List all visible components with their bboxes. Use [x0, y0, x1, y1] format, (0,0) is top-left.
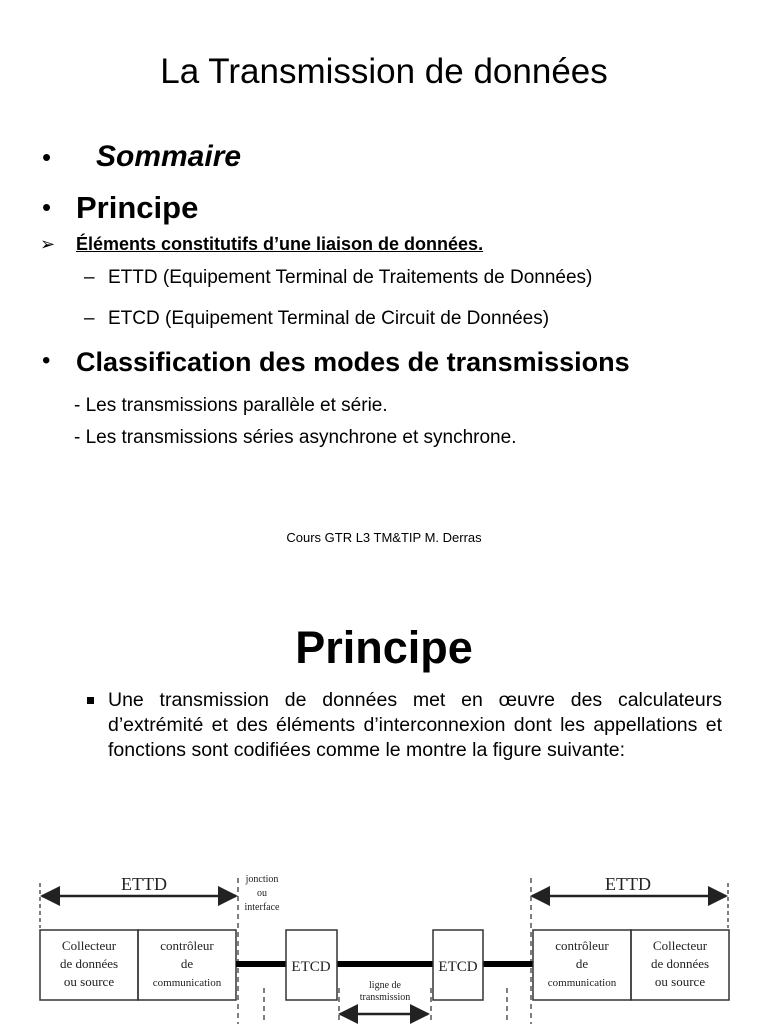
etcd-item [84, 308, 550, 330]
ettd-right-label: ETTD [605, 874, 651, 894]
bullet-dot: • [42, 347, 51, 374]
slide-title: La Transmission de données [160, 52, 608, 91]
classification-label: Classification des modes de transmissions [76, 347, 630, 377]
ettd-left-label: ETTD [121, 874, 167, 894]
etcd-right-label: ETCD [438, 959, 478, 975]
ligne-label: ligne de [369, 980, 401, 991]
ligne-label: transmission [359, 992, 411, 1003]
collecteur-left-line: ou source [63, 974, 115, 989]
square-bullet-icon [87, 697, 94, 704]
collecteur-left-line: Collecteur [61, 938, 117, 953]
transmission-line [337, 961, 433, 967]
etcd-item-text: ETCD (Equipement Terminal de Circuit de Données) [108, 308, 550, 329]
ettd-item-text: ETTD (Equipement Terminal de Traitements de Données) [108, 267, 593, 288]
arrow-bullet-icon: ➢ [40, 234, 56, 254]
liaison-diagram [0, 868, 768, 1024]
controleur-left-line: contrôleur [160, 938, 214, 953]
dash-icon: – [84, 267, 95, 288]
jonction-label: jonction [245, 874, 279, 885]
footer-credit: Cours GTR L3 TM&TIP M. Derras [286, 530, 482, 545]
elements-heading: Éléments constitutifs d’une liaison de données. [76, 234, 484, 254]
intro-paragraph: Une transmission de données met en œuvre des calculateurs d’extrémité et des éléments d’interconnexion dont les appellations et fonctions sont codifiées comme le montre la figure suivante: [108, 689, 722, 761]
collecteur-right-line: Collecteur [652, 938, 708, 953]
principe-label: Principe [76, 190, 199, 225]
dash-icon: – [84, 308, 95, 329]
collecteur-right-line: ou source [654, 974, 706, 989]
bullet-dot: • [42, 192, 52, 222]
controleur-left-line: de [180, 956, 194, 971]
bullet-dot: • [42, 142, 52, 172]
slide-title: Principe [295, 622, 473, 673]
controleur-right-line: contrôleur [555, 938, 609, 953]
transmission-item: - Les transmissions séries asynchrone et synchrone. [74, 427, 517, 448]
sommaire-label: Sommaire [96, 140, 242, 173]
jonction-link-right [483, 961, 533, 967]
jonction-label: ou [257, 888, 267, 899]
jonction-label: interface [244, 902, 280, 913]
etcd-left-label: ETCD [291, 959, 331, 975]
transmission-item: - Les transmissions parallèle et série. [74, 395, 388, 416]
slide-principe [0, 560, 768, 1024]
controleur-right-line: de [575, 956, 589, 971]
collecteur-left-line: de données [59, 956, 119, 971]
ettd-item [84, 267, 593, 289]
controleur-left-line: communication [152, 977, 222, 989]
jonction-link-left [236, 961, 286, 967]
collecteur-right-line: de données [650, 956, 710, 971]
controleur-right-line: communication [547, 977, 617, 989]
